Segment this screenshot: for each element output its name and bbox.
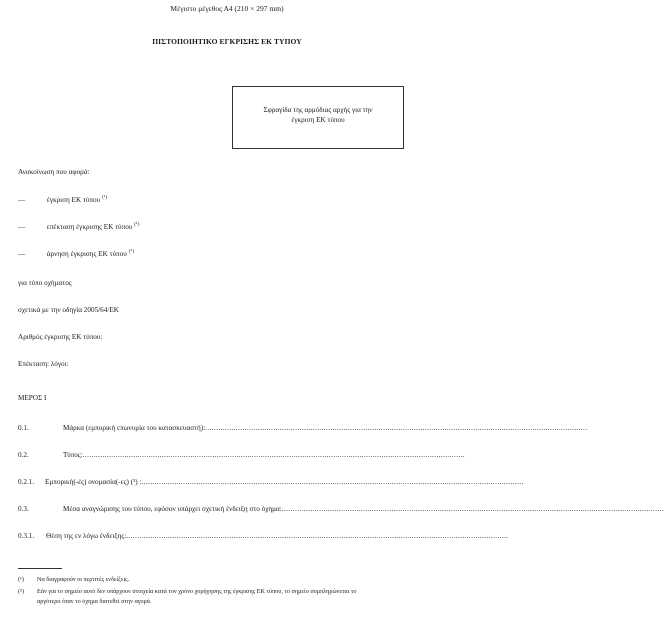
footnote-divider bbox=[18, 568, 62, 569]
footnote-1 bbox=[18, 576, 129, 584]
notice-label: Ανακοίνωση που αφορά: bbox=[18, 168, 90, 176]
field-commercial-name bbox=[18, 478, 524, 487]
extension-reason-label: Επέκταση: λόγοι: bbox=[18, 360, 69, 368]
stamp-label-line2: έγκριση ΕΚ τύπου bbox=[291, 116, 345, 124]
option-dash: — bbox=[18, 223, 26, 231]
vehicle-type-label: για τύπο οχήματος bbox=[18, 279, 72, 287]
field-marking-location bbox=[18, 532, 509, 541]
field-label: Μέσα αναγνώρισης του τύπου, εφόσον υπάρχει σχετική ένδειξη στο όχημα: bbox=[63, 505, 282, 513]
field-make bbox=[18, 424, 588, 433]
field-label: Εμπορική(-ές) ονομασία(-ες) (²) : bbox=[45, 478, 142, 486]
field-identification bbox=[18, 505, 664, 514]
field-number: 0.2.1. bbox=[18, 478, 35, 486]
option-dash: — bbox=[18, 250, 26, 258]
footnote-2-continued: αργότερο όταν το όχημα διατεθεί στην αγορά. bbox=[37, 598, 152, 605]
field-number: 0.1. bbox=[18, 424, 29, 432]
field-label: Θέση της εν λόγω ένδειξης: bbox=[46, 532, 127, 540]
footnote-text: Να διαγραφούν οι περιττές ενδείξεις. bbox=[37, 576, 130, 583]
option-dash: — bbox=[18, 196, 26, 204]
field-number: 0.2. bbox=[18, 451, 29, 459]
fill-dots: .............................................................................................................................................................................. bbox=[281, 505, 664, 513]
footnote-mark: (¹) bbox=[18, 576, 24, 583]
stamp-label-line1: Σφραγίδα της αρμόδιας αρχής για την bbox=[263, 106, 373, 114]
footnote-2 bbox=[18, 588, 356, 596]
option-text: έγκριση ΕΚ τύπου bbox=[46, 196, 101, 204]
approval-number-label: Αριθμός έγκρισης ΕΚ τύπου: bbox=[18, 333, 103, 341]
footnote-ref: (¹) bbox=[128, 248, 134, 255]
fill-dots: .............................................................................................................................................................................. bbox=[141, 478, 524, 486]
certificate-title: ΠΙΣΤΟΠΟΙΗΤΙΚΟ ΕΓΚΡΙΣΗΣ ΕΚ ΤΥΠΟΥ bbox=[152, 37, 302, 46]
footnote-ref: (¹) bbox=[101, 194, 108, 201]
footnote-mark: (²) bbox=[18, 588, 24, 595]
field-type bbox=[18, 451, 466, 460]
directive-label: σχετικά με την οδηγία 2005/64/ΕΚ bbox=[18, 306, 119, 314]
field-label: Μάρκα (εμπορική επωνυμία του κατασκευαστή): bbox=[63, 424, 206, 432]
footnote-ref: (¹) bbox=[134, 221, 140, 228]
option-refusal bbox=[18, 250, 134, 259]
authority-stamp-box bbox=[232, 86, 404, 149]
field-number: 0.3.1. bbox=[18, 532, 35, 540]
footnote-text: Εάν για το σημείο αυτό δεν υπάρχουν στοιχεία κατά τον χρόνο χορήγησης της έγκρισης ΕΚ τύπου, το σημείο συμπληρώνεται το bbox=[37, 588, 357, 595]
option-type-approval bbox=[18, 196, 107, 205]
option-extension bbox=[18, 223, 139, 232]
option-text: άρνηση έγκρισης ΕΚ τύπου bbox=[46, 250, 127, 258]
field-number: 0.3. bbox=[18, 505, 29, 513]
field-label: Τύπος: bbox=[63, 451, 83, 459]
stamp-label bbox=[233, 105, 403, 125]
page-size-header: Μέγιστο μέγεθος Α4 (210 × 297 mm) bbox=[170, 4, 284, 13]
fill-dots: .............................................................................................................................................................................. bbox=[126, 532, 509, 540]
fill-dots: .............................................................................................................................................................................. bbox=[205, 424, 588, 432]
option-text: επέκταση έγκρισης ΕΚ τύπου bbox=[46, 223, 133, 231]
fill-dots: .............................................................................................................................................................................. bbox=[82, 451, 466, 459]
part-heading: ΜΕΡΟΣ Ι bbox=[18, 394, 47, 402]
